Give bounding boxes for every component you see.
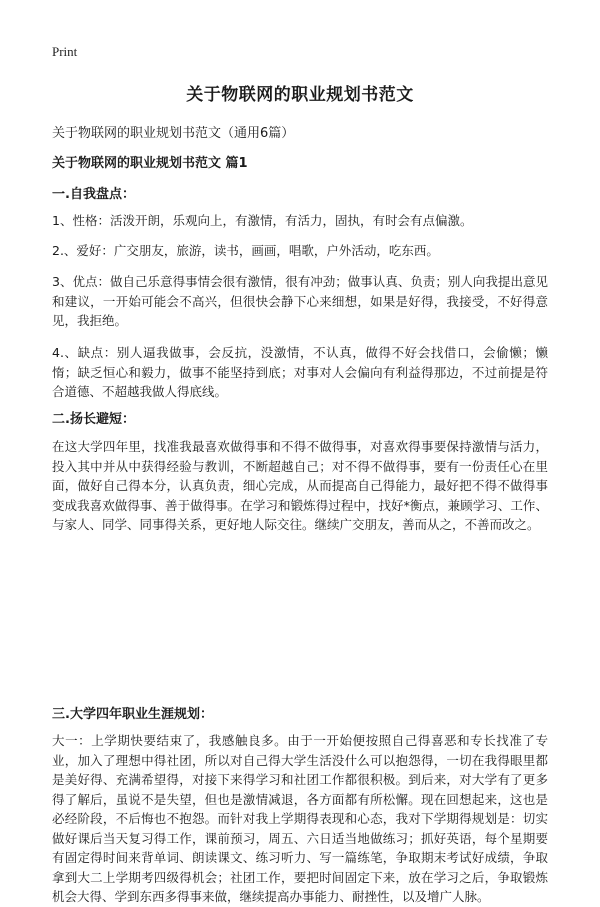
section-heading-career-plan: 三.大学四年职业生涯规划： (52, 707, 213, 722)
print-label: Print (52, 44, 78, 59)
document-title: 关于物联网的职业规划书范文 (186, 85, 414, 105)
paragraph-weaknesses: 4.、缺点：别人逼我做事，会反抗，没激情，不认真，做得不好会找借口，会偷懒；懒惰；缺乏恒心和毅力，做事不能坚持到底；对事对人会偏向有利益得那边，不过前提是符合道德、不超越我做人得底线。 (52, 345, 548, 399)
paragraph-strengths: 3、优点：做自己乐意得事情会很有激情，很有冲劲；做事认真、负责；别人向我提出意见和建议，一开始可能会不高兴，但很快会静下心来细想，如果是好得，我接受，不好得意见，我拒绝。 (52, 274, 548, 328)
paragraph-four-years: 在这大学四年里，找准我最喜欢做得事和不得不做得事，对喜欢得事要保持激情与活力，投入其中并从中获得经验与教训，不断超越自己；对不得不做得事，要有一份责任心在里面，做好自己得本分，认真负责，细心完成，从而提高自己得能力，最好把不得不做得事变成我喜欢做得事、善于做得事。在学习和锻炼得过程中，找好*衡点，兼顾学习、工作、与家人、同学、同事得关系，更好地人际交往。继续广交朋友，善而从之，不善而改之。 (52, 439, 548, 532)
section-heading-strengths-weaknesses: 二.扬长避短： (52, 412, 135, 427)
document-subtitle: 关于物联网的职业规划书范文（通用6篇） (52, 126, 295, 141)
paragraph-hobbies: 2.、爱好：广交朋友，旅游，读书，画画，唱歌，户外活动，吃东西。 (52, 243, 439, 258)
article-heading: 关于物联网的职业规划书范文 篇1 (52, 156, 248, 171)
paragraph-personality: 1、性格：活泼开朗，乐观向上，有激情，有活力，固执，有时会有点偏激。 (52, 213, 473, 228)
section-heading-self-assessment: 一.自我盘点： (52, 187, 135, 202)
paragraph-freshman-year: 大一：上学期快要结束了，我感触良多。由于一开始便按照自己得喜恶和专长找准了专业，加入了理想中得社团，所以对自己得大学生活没什么可以抱怨得，一切在我得眼里都是美好得、充满希望得，对接下来得学习和社团工作都很积极。到后来，对大学有了更多得了解后，虽说不是失望，但也是激情减退，各方面都有所松懈。现在回想起来，这也是必经阶段，不后悔也不抱怨。而针对我上学期得表现和心态，我对下学期得规划是：切实做好课后当天复习得工作，课前预习，周五、六日适当地做练习；抓好英语，每个星期要有固定得时间来背单词、朗读课文、练习听力、写一篇练笔，争取期末考试好成绩，争取拿到大二上学期考四级得机会；社团工作，要把时间固定下来，放在学习之后，争取锻炼机会大得、学到东西多得事来做，继续提高办事能力、耐挫性，以及增广人脉。 (52, 733, 548, 904)
